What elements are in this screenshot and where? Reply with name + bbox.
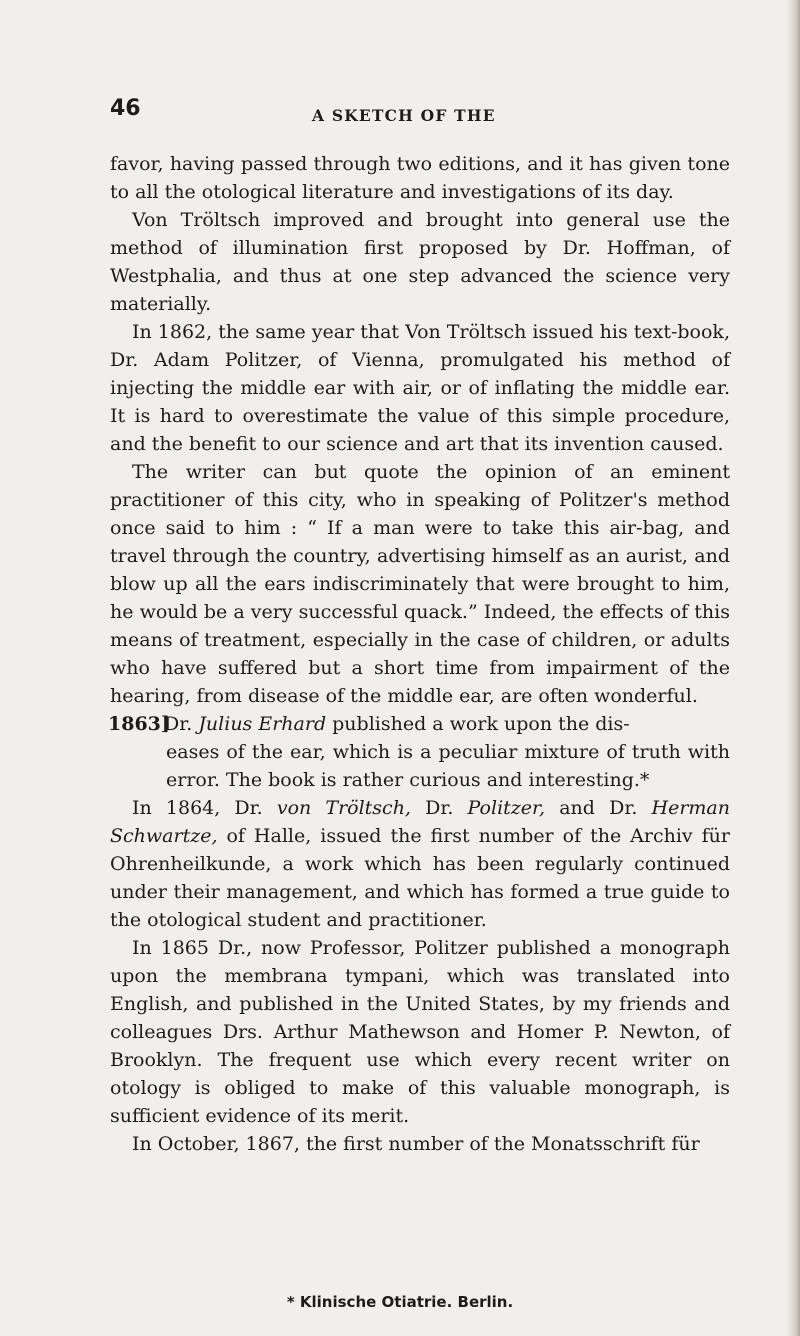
- paragraph-7: In 1865 Dr., now Professor, Politzer published a monograph upon the membrana tympani, which was translated into English, and published in the United States, by my friends and colleagues Drs. Arthur Mathewson and Homer P. Newton, of Brooklyn. The frequent use which every recent writer on otology is obliged to make of this valuable monograph, is sufficient evidence of its merit.: [110, 937, 730, 1127]
- author-name-erhard: Julius Erhard: [198, 713, 327, 735]
- paragraph-6-b: Dr.: [410, 797, 468, 819]
- paragraph-1: favor, having passed through two editions, and it has given tone to all the otological literature and investigations of its day.: [110, 153, 730, 203]
- page-number: 46: [110, 96, 141, 121]
- author-name-troltsch: von Tröltsch,: [276, 797, 411, 819]
- page-edge-shadow: [786, 0, 800, 1336]
- paragraph-8: In October, 1867, the first number of the Monatsschrift für: [132, 1133, 700, 1155]
- paragraph-6-c: and Dr.: [545, 797, 652, 819]
- margin-year: 1863]: [108, 713, 170, 735]
- author-name-politzer: Politzer,: [467, 797, 546, 819]
- paragraph-5: [110, 710, 730, 738]
- paragraph-2: Von Tröltsch improved and brought into general use the method of illumination first proposed by Dr. Hoffman, of Westphalia, and thus at one step advanced the science very materially.: [110, 209, 730, 315]
- paragraph-5-continued: eases of the ear, which is a peculiar mixture of truth with error. The book is rather curious and interesting.*: [166, 741, 730, 791]
- paragraph-6: [110, 794, 730, 934]
- running-head-title: A SKETCH OF THE: [312, 106, 496, 125]
- paragraph-6-a: In 1864, Dr.: [132, 797, 277, 819]
- body-text: [110, 150, 730, 1158]
- paragraph-6-d: of Halle, issued the first number of the Archiv für Ohrenheilkunde, a work which has been regularly continued under their management, and which has formed a true guide to the otological student and practitioner.: [110, 825, 730, 931]
- paragraph-4: The writer can but quote the opinion of an eminent practitioner of this city, who in speaking of Politzer's method once said to him : “ If a man were to take this air-bag, and travel through the country, advertising himself as an aurist, and blow up all the ears indiscriminately that were brought to him, he would be a very successful quack.” Indeed, the effects of this means of treatment, especially in the case of children, or adults who have suffered but a short time from impairment of the hearing, from disease of the middle ear, are often wonderful.: [110, 461, 730, 707]
- paragraph-3: In 1862, the same year that Von Tröltsch issued his text-book, Dr. Adam Politzer, of Vienna, promulgated his method of injecting the middle ear with air, or of inflating the middle ear. It is hard to overestimate the value of this simple procedure, and the benefit to our science and art that its invention caused.: [110, 321, 730, 455]
- running-head: [110, 96, 732, 134]
- author-name-schwartze: Herman Schwartze,: [110, 797, 730, 847]
- paragraph-5-pre: Dr.: [164, 713, 199, 735]
- footnote: * Klinische Otiatrie. Berlin.: [286, 1293, 514, 1311]
- paragraph-5-post: published a work upon the dis-: [326, 713, 630, 735]
